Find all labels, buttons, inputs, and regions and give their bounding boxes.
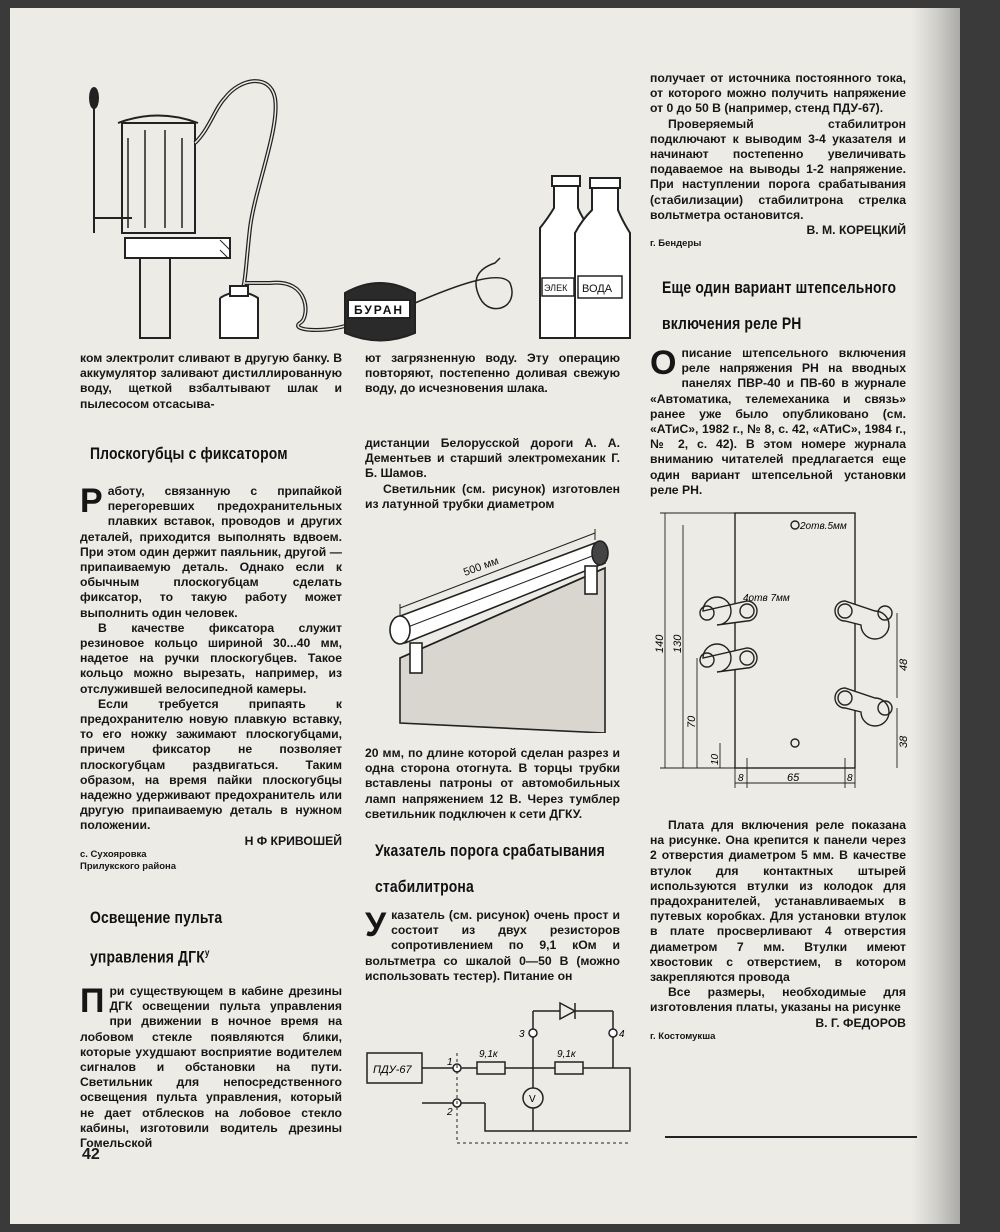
circuit-node1: 1 xyxy=(447,1057,453,1068)
battery-cleaning-illustration xyxy=(70,68,650,353)
article4-title-line1: Еще один вариант штепсельного xyxy=(662,278,897,297)
article1-title: Плоскогубцы с фиксатором xyxy=(90,444,288,463)
article3-body xyxy=(365,908,620,984)
left-top-text xyxy=(80,351,342,412)
dim-65: 65 xyxy=(787,772,800,784)
lamp-text-bottom xyxy=(365,746,620,822)
board-drawing xyxy=(635,503,925,798)
right-author1: В. М. КОРЕЦКИЙ xyxy=(806,223,906,238)
article1-paragraph1: аботу, связанную с припайкой перегоревших предохранительных плавких вставок, проводов и других деталей, приходится выполнять вдвоем. При этом один держит паяльник, другой — припаиваемую деталь. Однако если к обычным плоскогубцам сделать фиксатор, то такую работу может выполнить один человек. xyxy=(80,484,342,620)
article1-initial: Р xyxy=(80,482,103,520)
article2-title xyxy=(90,900,336,976)
article2-initial: П xyxy=(80,982,105,1020)
article4-body2 xyxy=(650,818,906,1043)
article4-paragraph: писание штепсельного включения реле напряжения РН на вводных панелях ПВР-40 и ПВ-60 в журнале «Автоматика, телемеханика и связь» ранее уже было опубликовано (см. «АТиС», 1982 г., № 8, с. 42, «АТиС», 1984 г., № 2, с. 42). В этом номере журнала вниманию читателей предлагается еще один вариант штепсельной установки реле РН. xyxy=(650,346,906,497)
circuit-source: ПДУ-67 xyxy=(373,1064,412,1076)
bottle1-label: ЭЛЕК xyxy=(544,283,568,293)
sizes-paragraph: Все размеры, необходимые для изготовления платы, указаны на рисунке xyxy=(650,985,906,1015)
middle-top-paragraph: ют загрязненную воду. Эту операцию повторяют, постепенно доливая свежую воду, до исчезновения шлака. xyxy=(365,351,620,396)
closing-rule xyxy=(665,1136,917,1138)
dim-10: 10 xyxy=(710,753,721,765)
lamp-text-top xyxy=(365,436,620,512)
article2-title-line2: управления ДГК xyxy=(90,947,205,967)
article4-title-line2: включения реле РН xyxy=(662,314,802,333)
article2-title-line1: Освещение пульта xyxy=(90,908,223,927)
article3-title-line2: стабилитрона xyxy=(375,877,474,896)
lamp-illustration xyxy=(365,518,625,733)
right-top-paragraph1: получает от источника постоянного тока, от которого можно получить напряжение от 0 до 50 В (например, стенд ПДУ-67). xyxy=(650,71,906,116)
article3-title-line1: Указатель порога срабатывания xyxy=(375,841,605,860)
article2-paragraph: ри существующем в кабине дрезины ДГК освещении пульта управления при движении в ночное время на лобовом стекле появляются блики, которые ухудшают восприятие водителем сигналов и обстановки на пути. Светильник для непосредственного освещения пульта управления, который не дает отблесков на лобовое стекло кабины, изготовили водитель дрезины Гомельской xyxy=(80,984,342,1151)
hole-big-label: 4отв 7мм xyxy=(743,593,790,604)
left-top-paragraph: ком электролит сливают в другую банку. В аккумулятор заливают дистиллированную воду, щеткой взбалтывают шлак и пылесосом отсасыва- xyxy=(80,351,342,411)
lamp-paragraph1: дистанции Белорусской дороги А. А. Дементьев и старший электромеханик Г. Б. Шамов. xyxy=(365,436,620,481)
article1-location1: с. Сухоярoвка xyxy=(80,848,147,860)
circuit-node3: 3 xyxy=(519,1029,525,1040)
article2-body xyxy=(80,984,342,1151)
lamp-paragraph3: 20 мм, по длине которой сделан разрез и одна сторона отогнута. В торцы трубки вставлены патроны от автомобильных ламп напряжением 12 В. Через тумблер светильник подключен к сети ДГКУ. xyxy=(365,746,620,821)
right-top-paragraph2: Проверяемый стабилитрон подключают к выводим 3-4 указателя и начинают постепенно увеличивать подаваемое на выводы 1-2 напряжение. При наступлении порога срабатывания (стабилизации) стабилитрона стрелка вольтметра остановится. xyxy=(650,116,906,222)
dim-38: 38 xyxy=(898,735,910,748)
article3-initial: У xyxy=(365,906,387,944)
lamp-dimension: 500 мм xyxy=(461,555,501,579)
circuit-node4: 4 xyxy=(619,1029,625,1040)
vacuum-label: БУРАН xyxy=(354,303,405,317)
article1-paragraph3: Если требуется припаять к предохранителю новую плавкую вставку, то его ножку зажимают плоскогубцами, причем фиксатор не позволяет плоскогубцам раздвигаться. Таким образом, на время пайки плоскогубцы надежно удерживают предохранитель или другую припаиваемую деталь в нужном положении. xyxy=(80,696,342,833)
dim-140: 140 xyxy=(654,634,666,653)
board-paragraph: Плата для включения реле показана на рисунке. Она крепится к панели через 2 отверстия диаметром 5 мм. В качестве втулок для контактных штырей используются втулки из колодок для прадохранителей, устанавливаемых в путевых коробках. Для установки втулок в плате просверливают 4 отверстия диаметром 7 мм. Втулки имеют хвостовик с отверстием, в котором закрепляются провода xyxy=(650,818,906,985)
article3-paragraph: казатель (см. рисунок) очень прост и состоит из двух резисторов сопротивлением по 9,1 кОм и вольтметра со шкалой 0—50 В (можно использовать тестер). Питание он xyxy=(365,908,620,983)
circuit-node2: 2 xyxy=(447,1107,453,1118)
lamp-paragraph2: Светильник (см. рисунок) изготовлен из латунной трубки диаметром xyxy=(365,481,620,511)
article1-body xyxy=(80,484,342,873)
article2-title-sup: у xyxy=(204,948,210,959)
bottle2-label: ВОДА xyxy=(582,283,613,295)
magazine-page xyxy=(10,8,960,1224)
circuit-meter: V xyxy=(529,1094,536,1105)
article3-title xyxy=(375,833,637,905)
circuit-r1: 9,1к xyxy=(479,1049,498,1060)
hole-small-label: 2отв.5мм xyxy=(800,521,847,532)
page-number: 42 xyxy=(82,1146,100,1163)
article1-location2: Прилукского района xyxy=(80,860,177,872)
article4-author: В. Г. ФЕДОРОВ xyxy=(815,1015,906,1030)
middle-top-text xyxy=(365,351,620,397)
circuit-r2: 9,1к xyxy=(557,1049,576,1060)
article1-author: Н Ф КРИВОШЕЙ xyxy=(244,833,342,848)
dim-8b: 8 xyxy=(847,773,853,784)
article4-body xyxy=(650,346,906,498)
article4-title xyxy=(662,270,924,342)
article1-paragraph2: В качестве фиксатора служит резиновое кольцо шириной 30...40 мм, надетое на ручки плоскогубцев. Такое кольцо можно вырезать, например, из отслужившей велосипедной камеры. xyxy=(80,620,342,696)
right-top-text xyxy=(650,71,906,250)
circuit-diagram xyxy=(365,993,635,1148)
dim-70: 70 xyxy=(686,715,698,728)
article4-location: г. Костомукша xyxy=(650,1030,716,1042)
dim-48: 48 xyxy=(898,658,910,671)
dim-130: 130 xyxy=(672,634,684,653)
page-spine-shadow xyxy=(912,8,960,1224)
article4-initial: О xyxy=(650,344,677,382)
right-location1: г. Бендеры xyxy=(650,238,702,250)
dim-8a: 8 xyxy=(738,773,744,784)
